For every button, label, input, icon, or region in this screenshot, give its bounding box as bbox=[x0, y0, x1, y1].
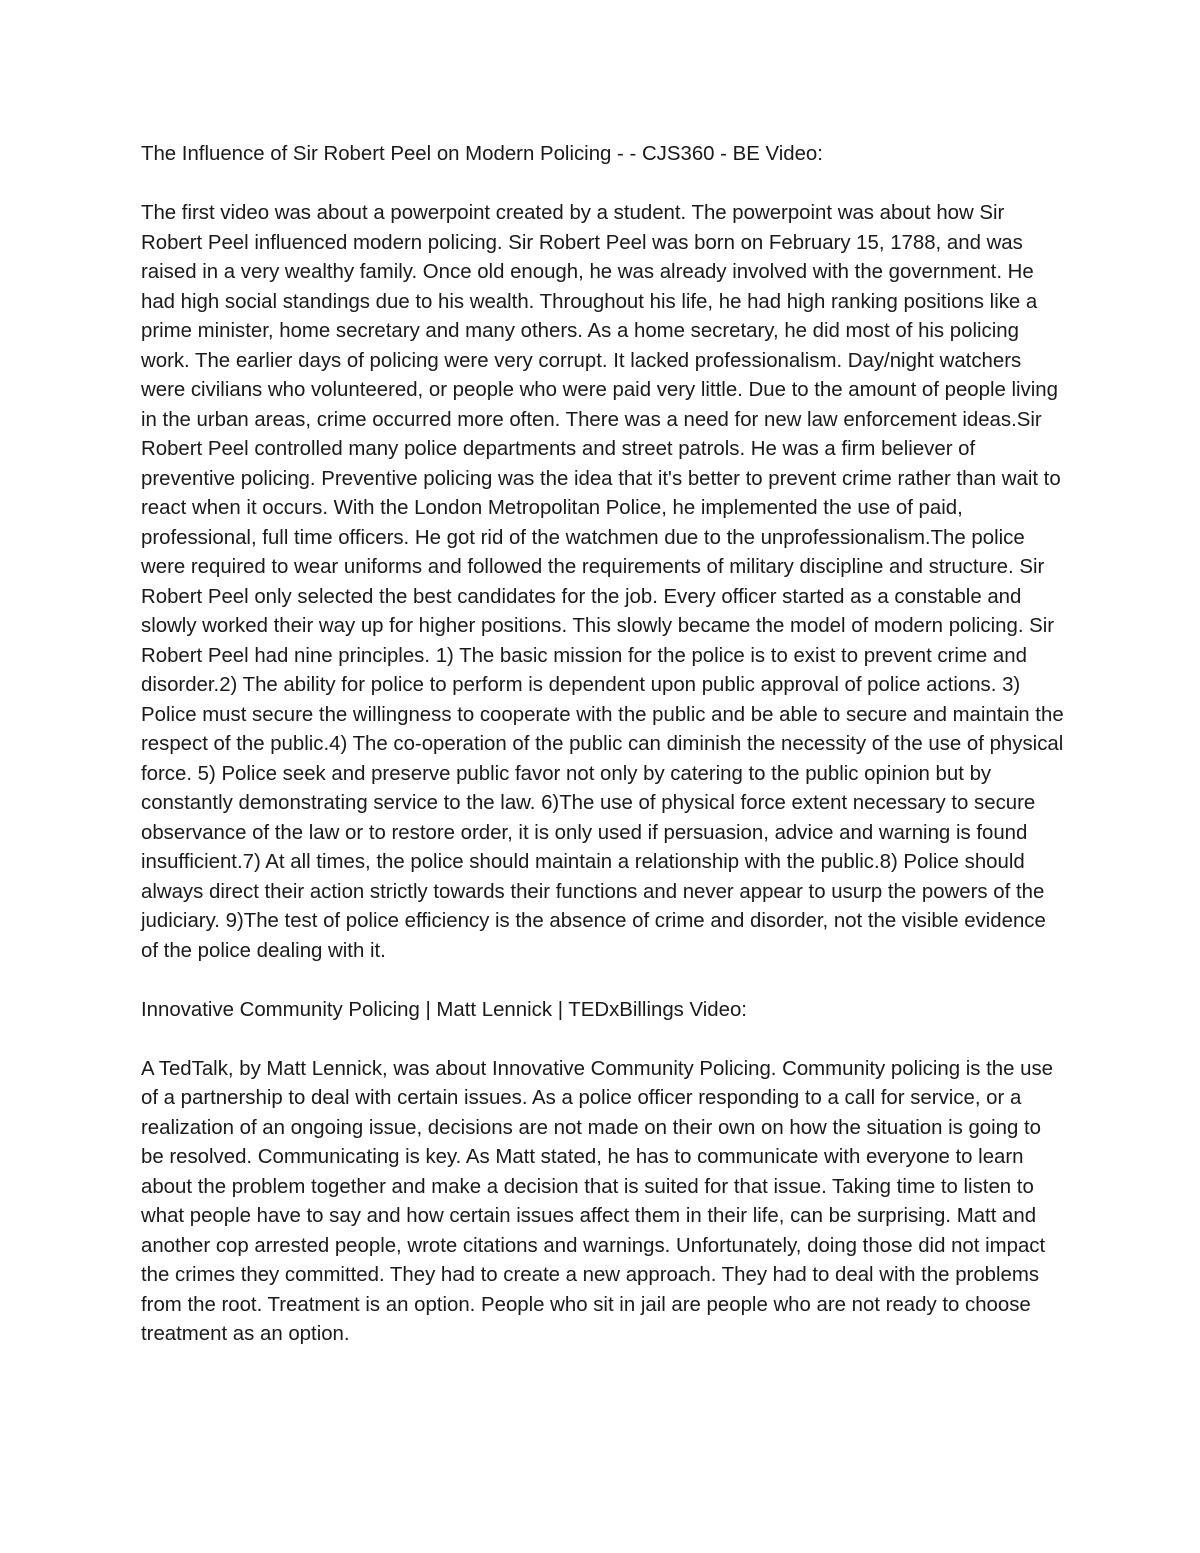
section-heading-peel: The Influence of Sir Robert Peel on Modern Policing - - CJS360 - BE Video: bbox=[141, 143, 823, 165]
document-body bbox=[141, 140, 1066, 1379]
section-body-peel: The first video was about a powerpoint created by a student. The powerpoint was about how Sir Robert Peel influenced modern policing. Sir Robert Peel was born on February 15, 1788, and was raised in a very wealthy family. Once old enough, he was already involved with the government. He had high social standings due to his wealth. Throughout his life, he had high ranking positions like a prime minister, home secretary and many others. As a home secretary, he did most of his policing work. The earlier days of policing were very corrupt. It lacked professionalism. Day/night watchers were civilians who volunteered, or people who were paid very little. Due to the amount of people living in the urban areas, crime occurred more often. There was a need for new law enforcement ideas.Sir Robert Peel controlled many police departments and street patrols. He was a firm believer of preventive policing. Preventive policing was the idea that it's better to prevent crime rather than wait to react when it occurs. With the London Metropolitan Police, he implemented the use of paid, professional, full time officers. He got rid of the watchmen due to the unprofessionalism.The police were required to wear uniforms and followed the requirements of military discipline and structure. Sir Robert Peel only selected the best candidates for the job. Every officer started as a constable and slowly worked their way up for higher positions. This slowly became the model of modern policing. Sir Robert Peel had nine principles. 1) The basic mission for the police is to exist to prevent crime and disorder.2) The ability for police to perform is dependent upon public approval of police actions. 3) Police must secure the willingness to cooperate with the public and be able to secure and maintain the respect of the public.4) The co-operation of the public can diminish the necessity of the use of physical force. 5) Police seek and preserve public favor not only by catering to the public opinion but by constantly demonstrating service to the law. 6)The use of physical force extent necessary to secure observance of the law or to restore order, it is only used if persuasion, advice and warning is found insufficient.7) At all times, the police should maintain a relationship with the public.8) Police should always direct their action strictly towards their functions and never appear to usurp the powers of the judiciary. 9)The test of police efficiency is the absence of crime and disorder, not the visible evidence of the police dealing with it. bbox=[141, 202, 1064, 962]
section-body-community-policing: A TedTalk, by Matt Lennick, was about Innovative Community Policing. Community policing is the use of a partnership to deal with certain issues. As a police officer responding to a call for service, or a realization of an ongoing issue, decisions are not made on their own on how the situation is going to be resolved. Communicating is key. As Matt stated, he has to communicate with everyone to learn about the problem together and make a decision that is suited for that issue. Taking time to listen to what people have to say and how certain issues affect them in their life, can be surprising. Matt and another cop arrested people, wrote citations and warnings. Unfortunately, doing those did not impact the crimes they committed. They had to create a new approach. They had to deal with the problems from the root. Treatment is an option. People who sit in jail are people who are not ready to choose treatment as an option. bbox=[141, 1057, 1053, 1345]
section-heading-community-policing: Innovative Community Policing | Matt Lennick | TEDxBillings Video: bbox=[141, 998, 747, 1021]
